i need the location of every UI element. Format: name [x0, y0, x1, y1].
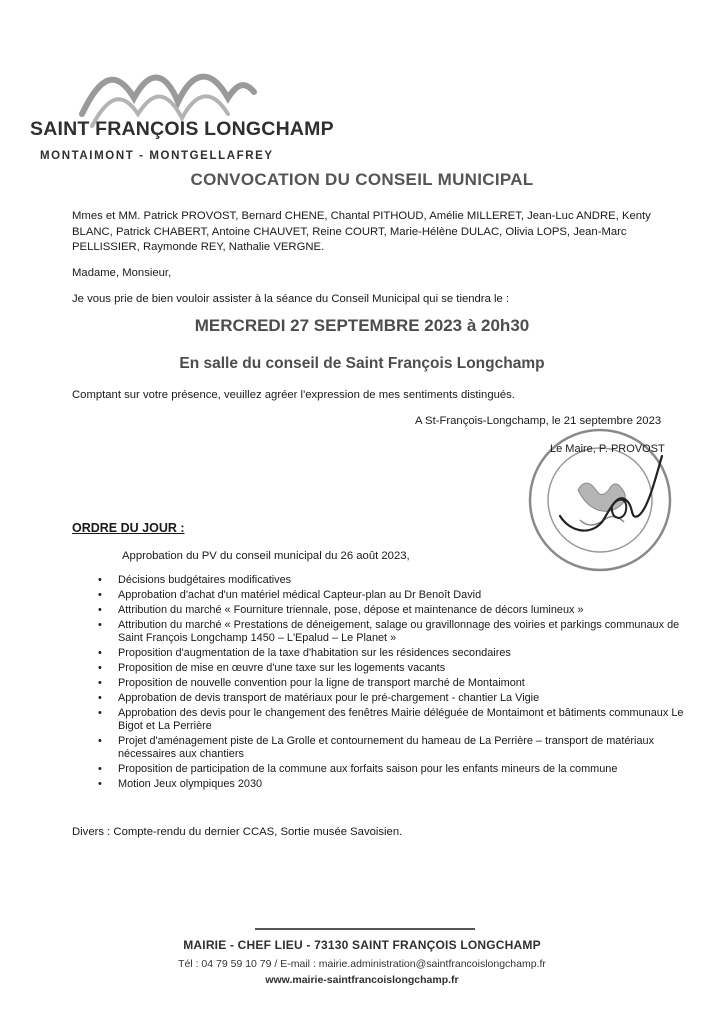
salutation: Madame, Monsieur, [72, 267, 172, 279]
signer-name: Le Maire, P. PROVOST [550, 443, 665, 455]
agenda-heading: ORDRE DU JOUR : [72, 521, 185, 535]
footer-website: www.mairie-saintfrancoislongchamp.fr [265, 974, 459, 986]
meeting-place: En salle du conseil de Saint François Longchamp [179, 355, 545, 372]
agenda-item: • Proposition de nouvelle convention pour la ligne de transport marché de Montaimont [98, 676, 525, 689]
closing-text: Comptant sur votre présence, veuillez agréer l'expression de mes sentiments distingués. [72, 389, 515, 401]
bullet-icon: • [98, 734, 102, 747]
footer-address: MAIRIE - CHEF LIEU - 73130 SAINT FRANÇOIS LONGCHAMP [183, 938, 541, 952]
agenda-item: • Attribution du marché « Fourniture triennale, pose, dépose et maintenance de décors lumineux » [98, 603, 584, 616]
agenda-item: • Approbation des devis pour le changement des fenêtres Mairie déléguée de Montaimont et bâtiments communaux Le Bigot et La Perrière [98, 706, 684, 733]
agenda-item: • Approbation de devis transport de matériaux pour le pré-chargement - chantier La Vigie [98, 691, 540, 704]
brand-subtitle: MONTAIMONT - MONTGELLAFREY [40, 150, 274, 162]
bullet-icon: • [98, 778, 102, 791]
document-title: CONVOCATION DU CONSEIL MUNICIPAL [190, 170, 534, 189]
bullet-icon: • [98, 603, 102, 616]
bullet-icon: • [98, 588, 102, 601]
bullet-icon: • [98, 706, 102, 719]
footer-contact: Tél : 04 79 59 10 79 / E-mail : mairie.administration@saintfrancoislongchamp.fr [178, 958, 546, 970]
agenda-item: • Décisions budgétaires modificatives [98, 574, 292, 586]
agenda-item: • Proposition d'augmentation de la taxe d'habitation sur les résidences secondaires [98, 647, 511, 660]
bullet-icon: • [98, 691, 102, 704]
divers-line: Divers : Compte-rendu du dernier CCAS, Sortie musée Savoisien. [72, 826, 403, 838]
bullet-icon: • [98, 618, 102, 631]
bullet-icon: • [98, 676, 102, 689]
agenda-item: • Proposition de participation de la commune aux forfaits saison pour les enfants mineurs de la commune [98, 763, 618, 776]
agenda-item: • Attribution du marché « Prestations de déneigement, salage ou gravillonnage des voiries et parkings communaux de Saint François Longchamp 1450 – L'Epalud – Le Planet » [98, 618, 680, 645]
bullet-icon: • [98, 661, 102, 674]
agenda-item: • Motion Jeux olympiques 2030 [98, 778, 263, 791]
brand-name: SAINT FRANÇOIS LONGCHAMP [30, 118, 334, 140]
agenda-list [98, 574, 698, 793]
footer-divider [255, 928, 475, 930]
agenda-item: • Projet d'aménagement piste de La Grolle et contournement du hameau de La Perrière – transport de matériaux nécessaires aux chantiers [98, 734, 655, 761]
bullet-icon: • [98, 763, 102, 776]
recipients-list: Mmes et MM. Patrick PROVOST, Bernard CHENE, Chantal PITHOUD, Amélie MILLERET, Jean-Luc ANDRE, Kenty BLANC, Patrick CHABERT, Antoine CHAUVET, Reine COURT, Marie-Hélène DULAC, Olivia LOPS, Jean-Marc PELLISSIER, Raymonde REY, Nathalie VERGNE. [72, 210, 651, 254]
intro-text: Je vous prie de bien vouloir assister à la séance du Conseil Municipal qui se tiendra le : [72, 293, 510, 305]
agenda-item: • Proposition de mise en œuvre d'une taxe sur les logements vacants [98, 661, 446, 674]
bullet-icon: • [98, 647, 102, 660]
agenda-item: • Approbation d'achat d'un matériel médical Capteur-plan au Dr Benoît David [98, 588, 482, 601]
signature-place-date: A St-François-Longchamp, le 21 septembre 2023 [415, 415, 662, 427]
bullet-icon: • [98, 574, 102, 586]
agenda-approval-line: Approbation du PV du conseil municipal du 26 août 2023, [122, 550, 410, 562]
meeting-date: MERCREDI 27 SEPTEMBRE 2023 à 20h30 [194, 316, 530, 335]
